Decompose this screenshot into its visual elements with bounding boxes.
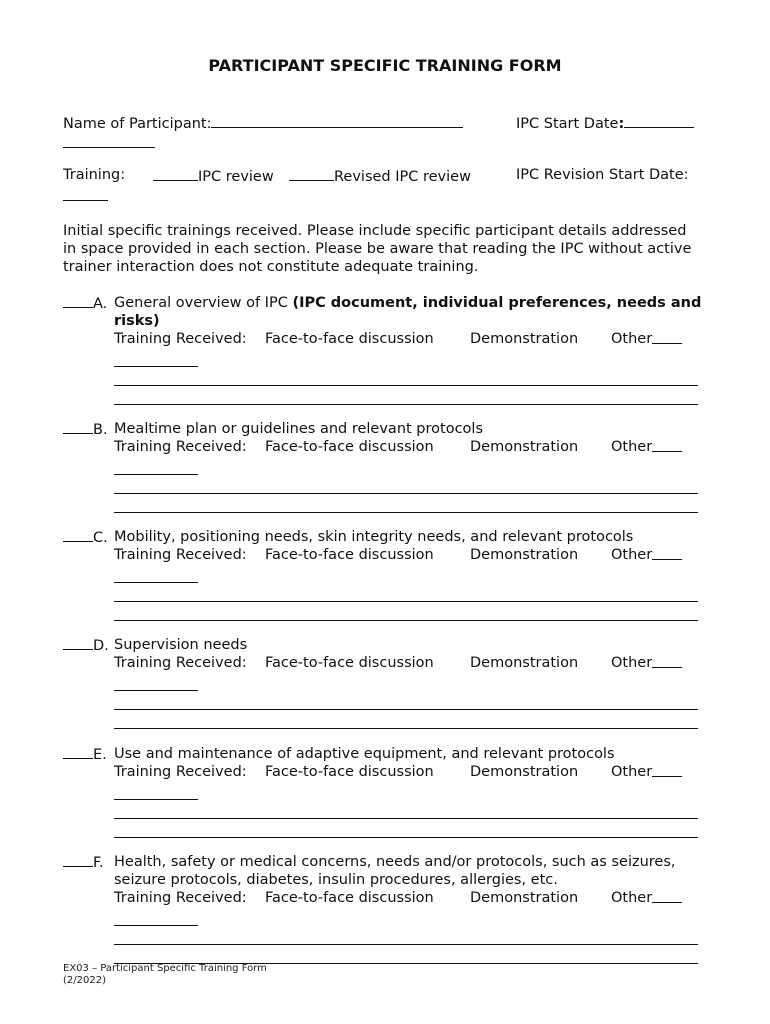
section-f — [63, 853, 703, 964]
option-demonstration[interactable] — [470, 330, 578, 348]
section-initials-field[interactable] — [63, 636, 93, 650]
section-heading — [114, 745, 703, 763]
training-received-row — [114, 330, 703, 348]
training-received-row — [114, 546, 703, 564]
section-prefix — [63, 294, 114, 312]
other-field-continuation[interactable] — [114, 572, 198, 583]
option-demonstration-label: Demonstration — [470, 439, 579, 455]
section-body — [114, 528, 703, 621]
option-other-field[interactable] — [652, 330, 682, 344]
participant-name-field-cont[interactable] — [63, 134, 155, 148]
section-heading — [114, 853, 703, 889]
option-demonstration-label: Demonstration — [470, 655, 579, 671]
other-field-continuation[interactable] — [114, 680, 198, 691]
details-line-2[interactable] — [114, 494, 698, 513]
details-line-2[interactable] — [114, 945, 698, 964]
option-other-label: Other — [611, 547, 653, 563]
option-face-to-face-label: Face-to-face discussion — [265, 547, 434, 563]
other-field-continuation[interactable] — [114, 789, 198, 800]
option-face-to-face[interactable] — [265, 889, 434, 907]
participant-name-label: Name of Participant: — [63, 116, 212, 132]
section-heading-text: Mealtime plan or guidelines and relevant protocols — [114, 421, 484, 437]
details-line-1[interactable] — [114, 367, 698, 386]
training-received-label: Training Received: — [114, 547, 247, 563]
details-line-2[interactable] — [114, 602, 698, 621]
option-face-to-face-label: Face-to-face discussion — [265, 439, 434, 455]
intro-paragraph: Initial specific trainings received. Please include specific participant details addressed in space provided in each section. Please be aware that reading the IPC without active trainer interaction does not constitute adequate training. — [63, 223, 692, 275]
section-letter: E. — [93, 747, 107, 763]
option-face-to-face-label: Face-to-face discussion — [265, 890, 434, 906]
training-received-label: Training Received: — [114, 331, 247, 347]
option-demonstration-label: Demonstration — [470, 890, 579, 906]
revised-review-label: Revised IPC review — [334, 169, 471, 185]
section-prefix — [63, 745, 114, 763]
section-prefix — [63, 853, 114, 871]
other-field-continuation[interactable] — [114, 915, 198, 926]
option-demonstration[interactable] — [470, 438, 578, 456]
training-received-label: Training Received: — [114, 890, 247, 906]
footer-form-id: EX03 – Participant Specific Training Form — [63, 963, 267, 974]
option-face-to-face[interactable] — [265, 654, 434, 672]
details-line-1[interactable] — [114, 475, 698, 494]
section-prefix — [63, 420, 114, 438]
section-initials-field[interactable] — [63, 294, 93, 308]
section-prefix — [63, 636, 114, 654]
section-c — [63, 528, 703, 621]
section-heading-bold: (IPC document, individual preferences, needs and risks) — [114, 295, 702, 329]
section-heading — [114, 420, 703, 438]
section-letter: B. — [93, 422, 108, 438]
section-letter: D. — [93, 638, 109, 654]
revised-review-field[interactable] — [289, 167, 334, 181]
details-line-1[interactable] — [114, 691, 698, 710]
participant-name-continuation — [63, 134, 155, 152]
training-received-row — [114, 438, 703, 456]
option-demonstration[interactable] — [470, 763, 578, 781]
section-body — [114, 294, 703, 405]
section-body — [114, 853, 703, 964]
option-other-label: Other — [611, 890, 653, 906]
form-footer — [63, 963, 267, 987]
option-face-to-face[interactable] — [265, 546, 434, 564]
option-demonstration-label: Demonstration — [470, 764, 579, 780]
section-heading-text: Health, safety or medical concerns, needs and/or protocols, such as seizures, seizure protocols, diabetes, insulin procedures, allergies, etc. — [114, 854, 676, 888]
other-field-continuation[interactable] — [114, 356, 198, 367]
section-heading-text: General overview of IPC — [114, 295, 293, 311]
training-received-label: Training Received: — [114, 655, 247, 671]
option-other[interactable] — [611, 889, 652, 907]
ipc-start-date-colon: : — [618, 116, 625, 132]
option-other-field[interactable] — [652, 546, 682, 560]
section-prefix — [63, 528, 114, 546]
section-initials-field[interactable] — [63, 853, 93, 867]
option-demonstration[interactable] — [470, 546, 578, 564]
training-received-label: Training Received: — [114, 439, 247, 455]
details-line-2[interactable] — [114, 710, 698, 729]
ipc-review-field[interactable] — [153, 167, 198, 181]
ipc-start-date-row — [516, 114, 694, 132]
ipc-review-option — [153, 167, 274, 185]
section-initials-field[interactable] — [63, 420, 93, 434]
section-initials-field[interactable] — [63, 528, 93, 542]
revised-review-option — [289, 167, 471, 185]
ipc-revision-date-continuation — [63, 187, 108, 205]
training-received-label: Training Received: — [114, 764, 247, 780]
section-initials-field[interactable] — [63, 745, 93, 759]
training-received-row — [114, 654, 703, 672]
form-title: PARTICIPANT SPECIFIC TRAINING FORM — [208, 56, 562, 75]
option-demonstration-label: Demonstration — [470, 331, 579, 347]
option-other-field[interactable] — [652, 763, 682, 777]
section-heading — [114, 636, 703, 654]
option-other[interactable] — [611, 763, 652, 781]
option-face-to-face-label: Face-to-face discussion — [265, 331, 434, 347]
section-d — [63, 636, 703, 729]
ipc-start-date-label: IPC Start Date — [516, 116, 619, 132]
section-body — [114, 636, 703, 729]
option-other-field[interactable] — [652, 654, 682, 668]
section-letter: C. — [93, 530, 108, 546]
option-other-field[interactable] — [652, 889, 682, 903]
ipc-revision-date-field[interactable] — [63, 187, 108, 201]
ipc-start-date-field[interactable] — [624, 114, 694, 128]
option-other-field[interactable] — [652, 438, 682, 452]
option-other[interactable] — [611, 546, 652, 564]
participant-name-row — [63, 114, 463, 132]
option-demonstration[interactable] — [470, 654, 578, 672]
training-label: Training: — [63, 167, 126, 183]
footer-revision-date: (2/2022) — [63, 975, 106, 986]
section-letter: F. — [93, 855, 104, 871]
ipc-review-label: IPC review — [198, 169, 274, 185]
section-heading-text: Use and maintenance of adaptive equipment, and relevant protocols — [114, 746, 615, 762]
details-line-1[interactable] — [114, 583, 698, 602]
section-body — [114, 420, 703, 513]
section-body — [114, 745, 703, 838]
option-face-to-face[interactable] — [265, 438, 434, 456]
option-other-label: Other — [611, 655, 653, 671]
details-line-2[interactable] — [114, 819, 698, 838]
section-e — [63, 745, 703, 838]
section-letter: A. — [93, 296, 108, 312]
training-received-row — [114, 763, 703, 781]
section-a — [63, 294, 703, 405]
other-field-continuation[interactable] — [114, 464, 198, 475]
option-other-label: Other — [611, 331, 653, 347]
option-face-to-face-label: Face-to-face discussion — [265, 655, 434, 671]
option-face-to-face[interactable] — [265, 330, 434, 348]
option-other[interactable] — [611, 654, 652, 672]
section-heading-text: Mobility, positioning needs, skin integrity needs, and relevant protocols — [114, 529, 634, 545]
option-other[interactable] — [611, 438, 652, 456]
details-line-2[interactable] — [114, 386, 698, 405]
details-line-1[interactable] — [114, 926, 698, 945]
section-heading — [114, 294, 703, 330]
option-other-label: Other — [611, 764, 653, 780]
section-heading-text: Supervision needs — [114, 637, 248, 653]
training-received-row — [114, 889, 703, 907]
option-other-label: Other — [611, 439, 653, 455]
option-face-to-face[interactable] — [265, 763, 434, 781]
section-b — [63, 420, 703, 513]
option-demonstration-label: Demonstration — [470, 547, 579, 563]
participant-name-field[interactable] — [211, 114, 463, 128]
option-demonstration[interactable] — [470, 889, 578, 907]
option-other[interactable] — [611, 330, 652, 348]
details-line-1[interactable] — [114, 800, 698, 819]
option-face-to-face-label: Face-to-face discussion — [265, 764, 434, 780]
section-heading — [114, 528, 703, 546]
ipc-revision-date-label: IPC Revision Start Date: — [516, 167, 689, 183]
